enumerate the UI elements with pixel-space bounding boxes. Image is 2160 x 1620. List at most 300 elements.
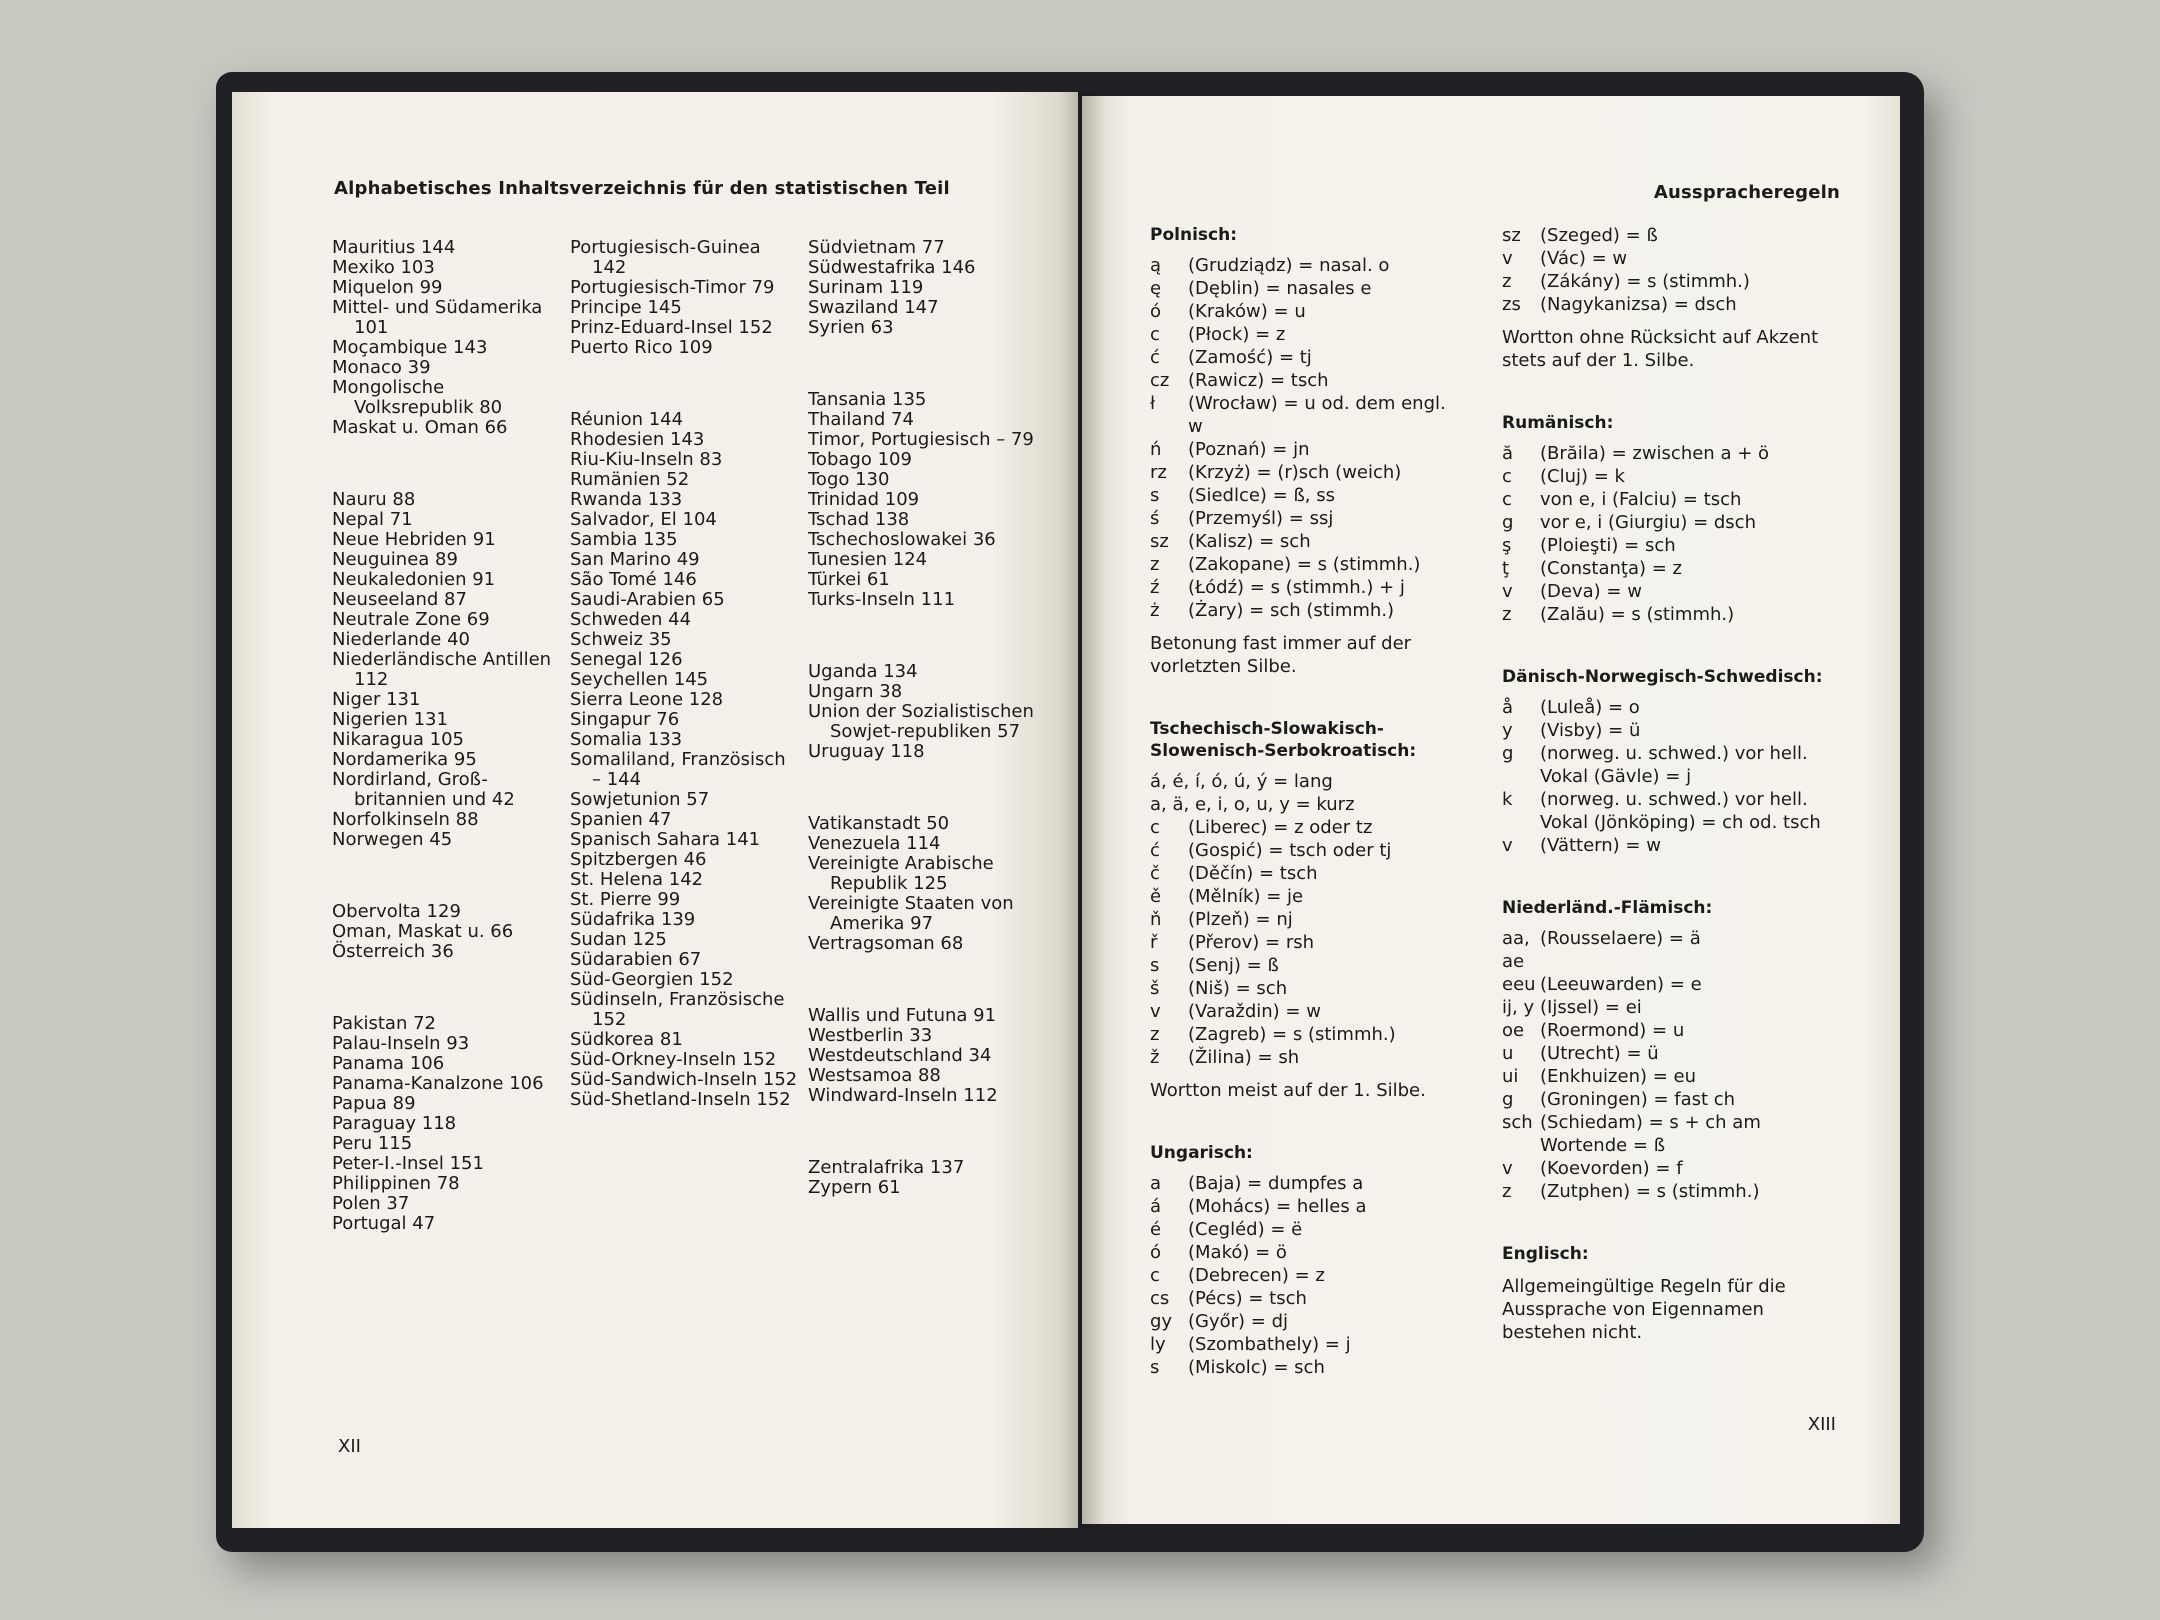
rule-row xyxy=(1502,973,1842,996)
rule-value: (Grudziądz) = nasal. o xyxy=(1188,255,1390,276)
rule-row xyxy=(1502,1111,1842,1157)
index-entry: Süd-Sandwich-Inseln 152 xyxy=(570,1069,798,1090)
rule-value: (Enkhuizen) = eu xyxy=(1540,1066,1697,1087)
rule-row xyxy=(1502,1065,1842,1088)
rule-row xyxy=(1150,300,1450,323)
index-entry: Südarabien 67 xyxy=(570,949,702,970)
index-entry: Ungarn 38 xyxy=(808,681,903,702)
index-entry: Puerto Rico 109 xyxy=(570,337,713,358)
rule-value: (Vác) = w xyxy=(1540,248,1628,269)
rule-row xyxy=(1502,719,1842,742)
rule-row xyxy=(1502,1088,1842,1111)
rule-value: (Rawicz) = tsch xyxy=(1188,370,1329,391)
rule-row xyxy=(1150,1023,1450,1046)
rule-letter: é xyxy=(1150,1219,1162,1240)
rule-row xyxy=(1150,392,1450,438)
index-entry: Principe 145 xyxy=(570,297,682,318)
rule-letter: č xyxy=(1150,863,1160,884)
index-entry: Rumänien 52 xyxy=(570,469,690,490)
rule-row xyxy=(1502,580,1842,603)
rule-letter: ň xyxy=(1150,909,1162,930)
rule-value: (Roermond) = u xyxy=(1540,1020,1685,1041)
index-entry: Mexiko 103 xyxy=(332,257,435,278)
left-page-number: XII xyxy=(338,1436,361,1457)
rule-value: (Visby) = ü xyxy=(1540,720,1641,741)
rule-letter: ł xyxy=(1150,393,1156,414)
rule-value: (Cluj) = k xyxy=(1540,466,1625,487)
right-page xyxy=(1082,96,1900,1524)
rule-letter: ć xyxy=(1150,840,1160,861)
rule-letter: y xyxy=(1502,720,1513,741)
index-entry: Rhodesien 143 xyxy=(570,429,705,450)
rule-value: (Zalău) = s (stimmh.) xyxy=(1540,604,1735,625)
index-entry: Swaziland 147 xyxy=(808,297,939,318)
rule-letter: ţ xyxy=(1502,558,1510,579)
rule-letter: ż xyxy=(1150,600,1160,621)
rule-value: (Krzyż) = (r)sch (weich) xyxy=(1188,462,1402,483)
rule-row xyxy=(1502,834,1842,857)
rule-letter: u xyxy=(1502,1043,1514,1064)
rule-row xyxy=(1150,908,1450,931)
rule-value: (Zutphen) = s (stimmh.) xyxy=(1540,1181,1760,1202)
index-entry: Pakistan 72 xyxy=(332,1013,437,1034)
right-page-number: XIII xyxy=(1807,1414,1836,1435)
index-entry: Union der Sozialistischen Sowjet-republiken 57 xyxy=(808,701,1034,742)
index-entry: Surinam 119 xyxy=(808,277,924,298)
rule-row xyxy=(1150,1241,1450,1264)
index-entry: Senegal 126 xyxy=(570,649,683,670)
index-entry: Mauritius 144 xyxy=(332,237,456,258)
index-entry: Philippinen 78 xyxy=(332,1173,460,1194)
rule-row xyxy=(1502,465,1842,488)
index-entry: Spitzbergen 46 xyxy=(570,849,707,870)
rule-value: (Płock) = z xyxy=(1188,324,1286,345)
index-entry: Peter-I.-Insel 151 xyxy=(332,1153,484,1174)
rule-letter: s xyxy=(1150,955,1160,976)
rule-letter: ę xyxy=(1150,278,1162,299)
index-entry: Nordirland, Groß-britannien und 42 xyxy=(332,769,515,810)
rule-row xyxy=(1502,442,1842,465)
rule-row xyxy=(1502,996,1842,1019)
rule-value: (Szombathely) = j xyxy=(1188,1334,1351,1355)
rule-letter: ń xyxy=(1150,439,1162,460)
index-entry: St. Pierre 99 xyxy=(570,889,681,910)
index-entry: São Tomé 146 xyxy=(570,569,697,590)
index-entry: Neukaledonien 91 xyxy=(332,569,496,590)
index-entry: Vereinigte Staaten von Amerika 97 xyxy=(808,893,1014,934)
rule-row xyxy=(1502,1019,1842,1042)
index-entry: Westdeutschland 34 xyxy=(808,1045,992,1066)
rule-row xyxy=(1150,254,1450,277)
rule-value: (Vättern) = w xyxy=(1540,835,1661,856)
index-entry: Nikaragua 105 xyxy=(332,729,464,750)
index-group xyxy=(808,814,1038,954)
rule-letter: rz xyxy=(1150,462,1167,483)
rule-value: (norweg. u. schwed.) vor hell. Vokal (Jönköping) = ch od. tsch xyxy=(1540,789,1821,833)
index-entry: Panama 106 xyxy=(332,1053,445,1074)
rule-row xyxy=(1502,1180,1842,1203)
rule-letter: z xyxy=(1150,554,1160,575)
index-entry: Peru 115 xyxy=(332,1133,413,1154)
rule-row xyxy=(1502,1042,1842,1065)
rule-list-ungarisch xyxy=(1150,1172,1450,1379)
rule-value: (Brăila) = zwischen a + ö xyxy=(1540,443,1770,464)
rule-letter: gy xyxy=(1150,1311,1173,1332)
rule-line: a, ä, e, i, o, u, y = kurz xyxy=(1150,794,1355,815)
index-entry: Sowjetunion 57 xyxy=(570,789,710,810)
rule-row xyxy=(1502,270,1842,293)
rule-row xyxy=(1150,369,1450,392)
rule-value: (Przemyśl) = ssj xyxy=(1188,508,1334,529)
rule-value: (Poznań) = jn xyxy=(1188,439,1310,460)
index-entry: Tschad 138 xyxy=(808,509,910,530)
pronunciation-column-right xyxy=(1502,224,1842,1344)
rule-letter: a xyxy=(1150,1173,1162,1194)
index-entry: Schweiz 35 xyxy=(570,629,672,650)
rule-row xyxy=(1502,742,1842,788)
index-entry: Niger 131 xyxy=(332,689,421,710)
index-entry: Neutrale Zone 69 xyxy=(332,609,490,630)
rule-value: (Baja) = dumpfes a xyxy=(1188,1173,1364,1194)
index-entry: Trinidad 109 xyxy=(808,489,920,510)
rule-row xyxy=(1502,534,1842,557)
rule-list-ungarisch-cont xyxy=(1502,224,1842,316)
rule-value: (Miskolc) = sch xyxy=(1188,1357,1325,1378)
rule-letter: sz xyxy=(1150,531,1169,552)
rule-letter: á xyxy=(1150,1196,1162,1217)
rule-letter: ř xyxy=(1150,932,1158,953)
index-entry: Nigerien 131 xyxy=(332,709,448,730)
index-entry: Österreich 36 xyxy=(332,941,454,962)
index-entry: Rwanda 133 xyxy=(570,489,683,510)
rule-value: von e, i (Falciu) = tsch xyxy=(1540,489,1742,510)
rule-value: (Groningen) = fast ch xyxy=(1540,1089,1736,1110)
rule-row xyxy=(1502,696,1842,719)
index-entry: Mittel- und Südamerika 101 xyxy=(332,297,543,338)
rule-row xyxy=(1150,1356,1450,1379)
rule-value: (Liberec) = z oder tz xyxy=(1188,817,1373,838)
rule-letter: ó xyxy=(1150,1242,1162,1263)
rule-letter: v xyxy=(1502,835,1513,856)
rule-value: (Schiedam) = s + ch am Wortende = ß xyxy=(1540,1112,1761,1156)
index-group xyxy=(570,238,800,358)
rule-letter: s xyxy=(1150,1357,1160,1378)
rule-letter: c xyxy=(1150,324,1160,345)
rule-value: (Pécs) = tsch xyxy=(1188,1288,1307,1309)
rule-row xyxy=(1150,839,1450,862)
rule-value: (Mohács) = helles a xyxy=(1188,1196,1367,1217)
index-entry: Südafrika 139 xyxy=(570,909,696,930)
note-polnisch: Betonung fast immer auf der vorletzten Silbe. xyxy=(1150,633,1412,677)
rule-letter: s xyxy=(1150,485,1160,506)
rule-value: (Utrecht) = ü xyxy=(1540,1043,1659,1064)
index-group xyxy=(570,510,800,1110)
rule-value: (Siedlce) = ß, ss xyxy=(1188,485,1336,506)
rule-letter: g xyxy=(1502,743,1514,764)
rule-value: (Žilina) = sh xyxy=(1188,1047,1300,1068)
rule-letter: ly xyxy=(1150,1334,1166,1355)
index-entry: Neuseeland 87 xyxy=(332,589,467,610)
rule-row xyxy=(1150,599,1450,622)
index-entry: Tunesien 124 xyxy=(808,549,928,570)
rule-value: (Luleå) = o xyxy=(1540,697,1640,718)
index-column-2 xyxy=(570,238,800,1110)
index-entry: Papua 89 xyxy=(332,1093,416,1114)
rule-value: (Mělník) = je xyxy=(1188,886,1304,907)
rule-letter: c xyxy=(1502,489,1512,510)
rule-row xyxy=(1502,557,1842,580)
index-entry: Wallis und Futuna 91 xyxy=(808,1005,997,1026)
index-entry: Salvador, El 104 xyxy=(570,509,717,530)
rule-letter: š xyxy=(1150,978,1160,999)
rule-row xyxy=(1502,488,1842,511)
index-entry: Panama-Kanalzone 106 xyxy=(332,1073,544,1094)
rule-row xyxy=(1150,1333,1450,1356)
index-entry: Syrien 63 xyxy=(808,317,894,338)
index-entry: Zentralafrika 137 xyxy=(808,1157,965,1178)
index-entry: Vertragsoman 68 xyxy=(808,933,964,954)
rule-letter: sch xyxy=(1502,1112,1533,1133)
right-running-head: Ausspracheregeln xyxy=(1653,182,1840,203)
index-entry: Tschechoslowakei 36 xyxy=(808,529,996,550)
index-entry: Mongolische Volksrepublik 80 xyxy=(332,377,503,418)
rule-letter: ş xyxy=(1502,535,1512,556)
index-entry: Nordamerika 95 xyxy=(332,749,477,770)
rule-value: (Senj) = ß xyxy=(1188,955,1279,976)
index-entry: Obervolta 129 xyxy=(332,901,461,922)
rule-letter: ź xyxy=(1150,577,1160,598)
rule-letter: ó xyxy=(1150,301,1162,322)
rule-row xyxy=(1502,603,1842,626)
rule-letter: eeu xyxy=(1502,974,1536,995)
index-entry: Niederlande 40 xyxy=(332,629,471,650)
index-column-1 xyxy=(332,238,562,1234)
rule-value: (Cegléd) = ë xyxy=(1188,1219,1303,1240)
index-entry: Portugal 47 xyxy=(332,1213,436,1234)
index-entry: Monaco 39 xyxy=(332,357,431,378)
index-group xyxy=(332,1014,562,1234)
rule-value: (Koevorden) = f xyxy=(1540,1158,1683,1179)
index-entry: Türkei 61 xyxy=(808,569,890,590)
rule-row xyxy=(1502,1157,1842,1180)
rule-letter: z xyxy=(1502,1181,1512,1202)
index-entry: Saudi-Arabien 65 xyxy=(570,589,725,610)
rule-list-skandinavisch xyxy=(1502,696,1842,857)
index-entry: Westsamoa 88 xyxy=(808,1065,941,1086)
index-entry: Riu-Kiu-Inseln 83 xyxy=(570,449,723,470)
rule-row xyxy=(1150,530,1450,553)
index-entry: Paraguay 118 xyxy=(332,1113,457,1134)
rule-value: (Wrocław) = u od. dem engl. w xyxy=(1188,393,1446,437)
index-entry: Südwestafrika 146 xyxy=(808,257,976,278)
index-entry: Portugiesisch-Timor 79 xyxy=(570,277,775,298)
index-entry: Sierra Leone 128 xyxy=(570,689,724,710)
index-group xyxy=(808,390,1038,610)
index-entry: Seychellen 145 xyxy=(570,669,709,690)
index-entry: Maskat u. Oman 66 xyxy=(332,417,508,438)
section-title-tschechisch: Tschechisch-Slowakisch-Slowenisch-Serbokroatisch: xyxy=(1150,719,1417,761)
index-entry: Vatikanstadt 50 xyxy=(808,813,950,834)
note-englisch: Allgemeingültige Regeln für die Aussprache von Eigennamen bestehen nicht. xyxy=(1502,1276,1786,1343)
rule-row xyxy=(1150,1000,1450,1023)
rule-value: (Zagreb) = s (stimmh.) xyxy=(1188,1024,1396,1045)
rule-value: (Gospić) = tsch oder tj xyxy=(1188,840,1392,861)
index-group xyxy=(570,410,800,510)
index-entry: Singapur 76 xyxy=(570,709,680,730)
index-group xyxy=(808,662,1038,762)
index-group xyxy=(332,902,562,962)
index-group xyxy=(808,1006,1038,1106)
rule-row xyxy=(1150,438,1450,461)
index-entry: Somaliland, Französisch – 144 xyxy=(570,749,786,790)
rule-letter: sz xyxy=(1502,225,1521,246)
rule-row xyxy=(1150,507,1450,530)
rule-letter: ś xyxy=(1150,508,1160,529)
rule-value: vor e, i (Giurgiu) = dsch xyxy=(1540,512,1756,533)
rule-letter: z xyxy=(1150,1024,1160,1045)
rule-letter: ě xyxy=(1150,886,1162,907)
index-entry: Prinz-Eduard-Insel 152 xyxy=(570,317,773,338)
rule-value: (Żary) = sch (stimmh.) xyxy=(1188,600,1395,621)
rule-value: (Deva) = w xyxy=(1540,581,1642,602)
index-entry: Somalia 133 xyxy=(570,729,683,750)
rule-row xyxy=(1150,862,1450,885)
rule-value: (Zákány) = s (stimmh.) xyxy=(1540,271,1750,292)
section-title-rumaenisch: Rumänisch: xyxy=(1502,413,1614,433)
index-entry: St. Helena 142 xyxy=(570,869,704,890)
rule-letter: ž xyxy=(1150,1047,1160,1068)
rule-letter: å xyxy=(1502,697,1514,718)
rule-letter: zs xyxy=(1502,294,1521,315)
index-entry: Tobago 109 xyxy=(808,449,912,470)
rule-list-niederlaendisch xyxy=(1502,927,1842,1203)
rule-letter: z xyxy=(1502,271,1512,292)
rule-row xyxy=(1150,1218,1450,1241)
index-entry: Sudan 125 xyxy=(570,929,667,950)
rule-letter: v xyxy=(1150,1001,1161,1022)
rule-value: (Přerov) = rsh xyxy=(1188,932,1315,953)
index-entry: Südkorea 81 xyxy=(570,1029,683,1050)
index-entry: Uruguay 118 xyxy=(808,741,925,762)
rule-value: (Dęblin) = nasales e xyxy=(1188,278,1372,299)
index-entry: Südvietnam 77 xyxy=(808,237,945,258)
rule-row xyxy=(1150,461,1450,484)
rule-value: (Ploieşti) = sch xyxy=(1540,535,1676,556)
rule-row xyxy=(1502,293,1842,316)
rule-value: (Łódź) = s (stimmh.) + j xyxy=(1188,577,1405,598)
rule-value: (Debrecen) = z xyxy=(1188,1265,1325,1286)
rule-value: (norweg. u. schwed.) vor hell. Vokal (Gävle) = j xyxy=(1540,743,1808,787)
rule-value: (Constanţa) = z xyxy=(1540,558,1682,579)
rule-letter: c xyxy=(1502,466,1512,487)
index-column-3 xyxy=(808,238,1038,1198)
index-entry: Niederländische Antillen 112 xyxy=(332,649,552,690)
rule-value: (Zamość) = tj xyxy=(1188,347,1312,368)
section-title-skandinavisch: Dänisch-Norwegisch-Schwedisch: xyxy=(1502,667,1823,687)
rule-letter: ui xyxy=(1502,1066,1519,1087)
rule-value: (Rousselaere) = ä xyxy=(1540,928,1701,949)
rule-value: (Děčín) = tsch xyxy=(1188,863,1318,884)
rule-letter: cs xyxy=(1150,1288,1170,1309)
rule-letter: z xyxy=(1502,604,1512,625)
index-entry: Thailand 74 xyxy=(808,409,914,430)
index-group xyxy=(332,490,562,850)
rule-row xyxy=(1150,323,1450,346)
rule-row xyxy=(1502,224,1842,247)
rule-letter: c xyxy=(1150,817,1160,838)
index-entry: Oman, Maskat u. 66 xyxy=(332,921,514,942)
index-entry: Moçambique 143 xyxy=(332,337,488,358)
index-entry: Timor, Portugiesisch – 79 xyxy=(808,429,1034,450)
rule-row xyxy=(1150,816,1450,839)
rule-row xyxy=(1150,553,1450,576)
section-title-ungarisch: Ungarisch: xyxy=(1150,1143,1253,1163)
index-entry: Togo 130 xyxy=(808,469,890,490)
rule-value: (Plzeň) = nj xyxy=(1188,909,1293,930)
rule-list-rumaenisch xyxy=(1502,442,1842,626)
index-entry: Westberlin 33 xyxy=(808,1025,933,1046)
note-ungarisch: Wortton ohne Rücksicht auf Akzent stets auf der 1. Silbe. xyxy=(1502,327,1819,371)
index-entry: Tansania 135 xyxy=(808,389,927,410)
rule-value: (Győr) = dj xyxy=(1188,1311,1289,1332)
left-running-head: Alphabetisches Inhaltsverzeichnis für den statistischen Teil xyxy=(334,178,950,199)
index-group xyxy=(808,238,1038,338)
rule-row xyxy=(1150,977,1450,1000)
rule-line: á, é, í, ó, ú, ý = lang xyxy=(1150,771,1333,792)
rule-letter: ć xyxy=(1150,347,1160,368)
index-entry: Neuguinea 89 xyxy=(332,549,458,570)
rule-row xyxy=(1150,931,1450,954)
section-title-niederlaendisch: Niederländ.-Flämisch: xyxy=(1502,898,1713,918)
rule-letter: ă xyxy=(1502,443,1514,464)
section-title-englisch: Englisch: xyxy=(1502,1244,1589,1264)
rule-letter: aa, ae xyxy=(1502,928,1530,972)
rule-list-polnisch xyxy=(1150,254,1450,622)
rule-row xyxy=(1150,346,1450,369)
index-entry: Süd-Orkney-Inseln 152 xyxy=(570,1049,777,1070)
index-entry: Polen 37 xyxy=(332,1193,410,1214)
left-page xyxy=(232,92,1078,1528)
index-entry: Südinseln, Französische 152 xyxy=(570,989,785,1030)
note-tschechisch: Wortton meist auf der 1. Silbe. xyxy=(1150,1080,1426,1101)
rule-letter: v xyxy=(1502,581,1513,602)
index-entry: Süd-Shetland-Inseln 152 xyxy=(570,1089,791,1110)
index-entry: Vereinigte Arabische Republik 125 xyxy=(808,853,994,894)
rule-letter: g xyxy=(1502,512,1514,533)
rule-letter: ą xyxy=(1150,255,1162,276)
rule-letter: g xyxy=(1502,1089,1514,1110)
index-entry: Süd-Georgien 152 xyxy=(570,969,734,990)
rule-value: (Makó) = ö xyxy=(1188,1242,1287,1263)
rule-row xyxy=(1150,1287,1450,1310)
rule-row xyxy=(1502,511,1842,534)
rule-row xyxy=(1150,954,1450,977)
rule-letter: k xyxy=(1502,789,1513,810)
rule-value: (Kalisz) = sch xyxy=(1188,531,1311,552)
rule-row xyxy=(1150,1195,1450,1218)
index-entry: Norwegen 45 xyxy=(332,829,453,850)
index-entry: Turks-Inseln 111 xyxy=(808,589,956,610)
rule-value: (Szeged) = ß xyxy=(1540,225,1658,246)
index-entry: Neue Hebriden 91 xyxy=(332,529,496,550)
rule-value: (Varaždin) = w xyxy=(1188,1001,1321,1022)
rule-row xyxy=(1150,1310,1450,1333)
index-entry: Réunion 144 xyxy=(570,409,684,430)
rule-value: (Niš) = sch xyxy=(1188,978,1288,999)
index-entry: Palau-Inseln 93 xyxy=(332,1033,470,1054)
rule-letter: ij, y xyxy=(1502,997,1535,1018)
rule-row xyxy=(1150,484,1450,507)
